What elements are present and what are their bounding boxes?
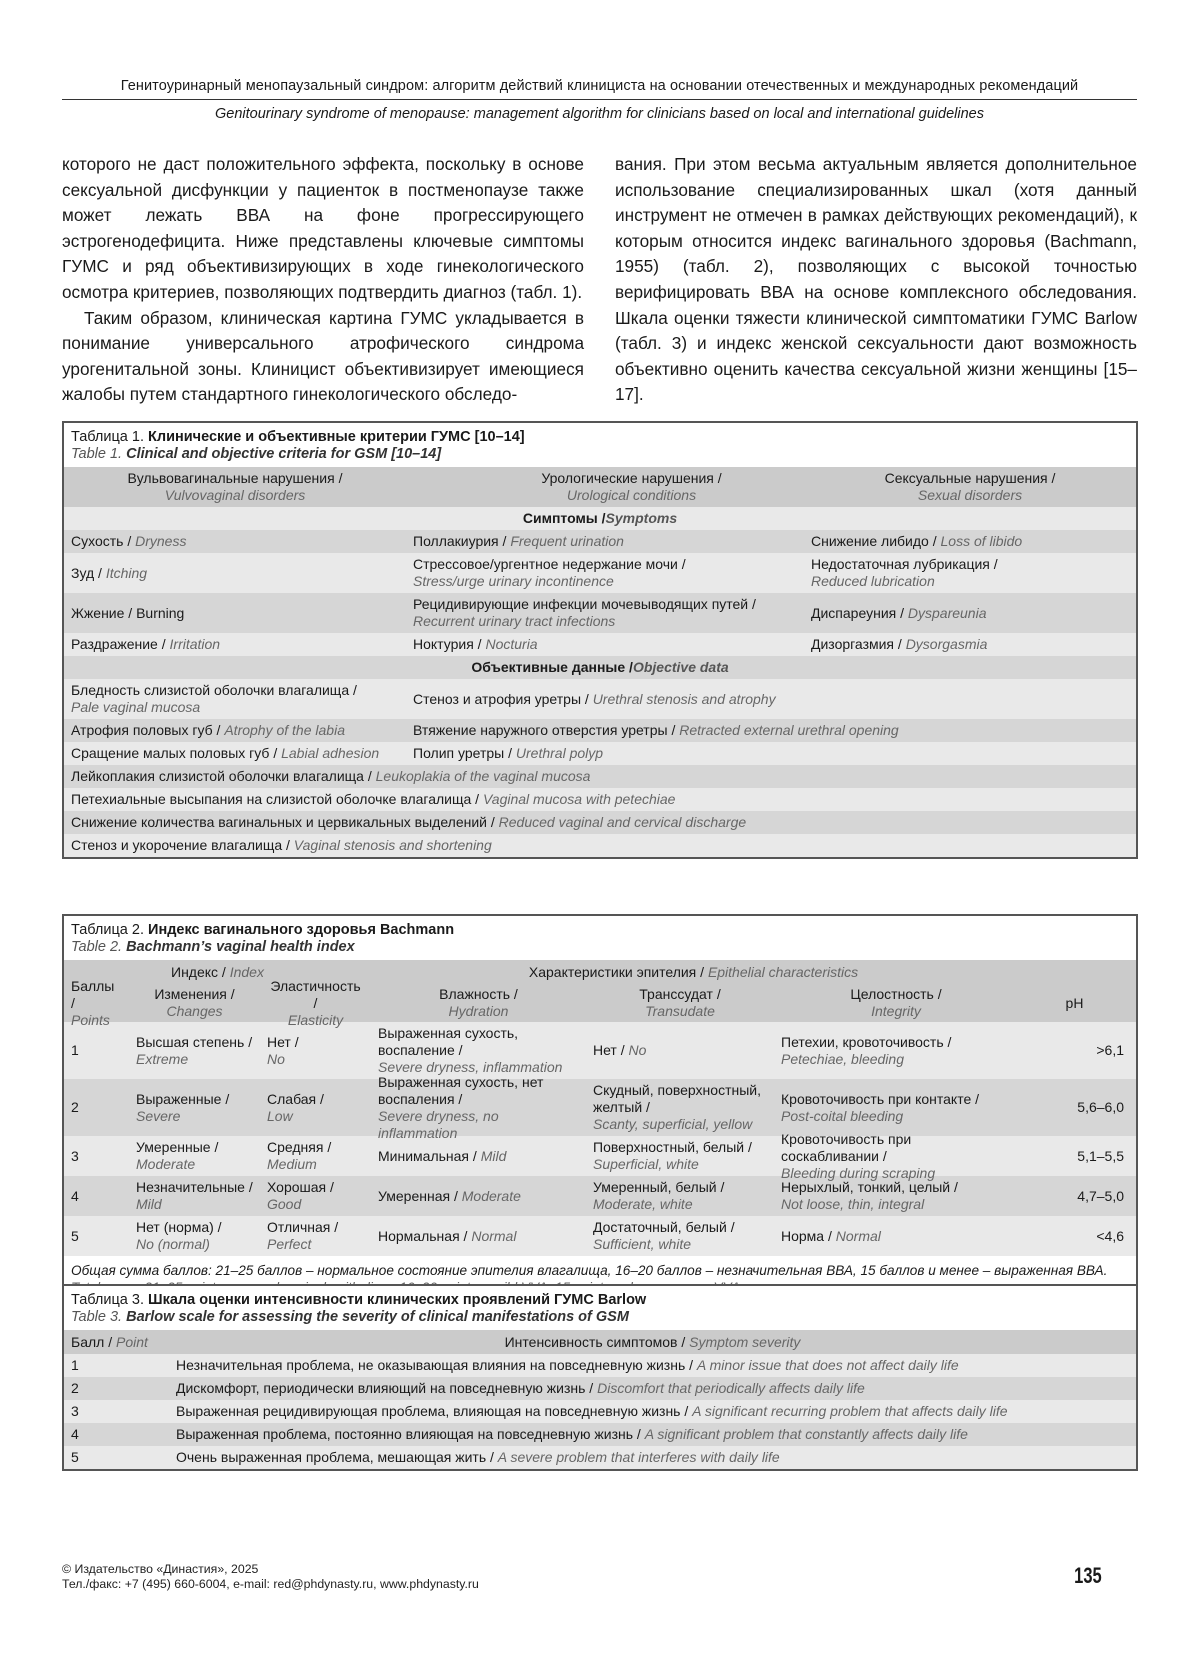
column-header: Вульвовагинальные нарушения / Vulvovaginal disorders xyxy=(127,470,343,503)
table-cell: Очень выраженная проблема, мешающая жить / A severe problem that interferes with daily life xyxy=(176,1449,780,1465)
body-column-left xyxy=(62,152,584,408)
table-cell: Минимальная / Mild xyxy=(378,1147,507,1164)
paragraph: Таким образом, клиническая картина ГУМС укладывается в понимание универсального атрофического синдрома урогенитальной зоны. Клиницист объективизирует имеющиеся жалобы путем стандартного гинекологического обследо- xyxy=(62,307,584,405)
table-cell: Стеноз и атрофия уретры / Urethral stenosis and atrophy xyxy=(413,690,776,707)
table-cell: Отличная / Perfect xyxy=(267,1219,339,1252)
section-row-symptoms: Симптомы / Symptoms xyxy=(64,507,1136,530)
caption-prefix: Таблица 1. xyxy=(71,429,149,445)
table-cell: Снижение либидо / Loss of libido xyxy=(811,533,1023,549)
table-cell: Стрессовое/ургентное недержание мочи / Stress/urge urinary incontinence xyxy=(413,556,686,589)
table-row xyxy=(64,633,1136,656)
table-cell: Скудный, поверхностный, желтый / Scanty, superficial, yellow xyxy=(593,1082,761,1132)
table-cell: Лейкоплакия слизистой оболочки влагалища / Leukoplakia of the vaginal mucosa xyxy=(71,768,591,784)
table-cell: Рецидивирующие инфекции мочевыводящих путей / Recurrent urinary tract infections xyxy=(413,596,756,629)
table-cell: 5,6–6,0 xyxy=(1077,1099,1124,1115)
table-cell: Жжение / Burning xyxy=(71,604,185,621)
table-cell: 5 xyxy=(71,1449,79,1465)
table-header-row xyxy=(64,1330,1136,1354)
table-cell: Норма / Normal xyxy=(781,1227,881,1244)
table-cell: 2 xyxy=(71,1099,79,1115)
table-group-header-row xyxy=(64,960,1136,984)
table-cell: Ноктурия / Nocturia xyxy=(413,636,538,652)
table-1 xyxy=(62,421,1138,859)
table-cell: Выраженные / Severe xyxy=(136,1090,230,1124)
table-cell: Поверхностный, белый / Superficial, white xyxy=(593,1139,752,1172)
table-cell: Снижение количества вагинальных и цервикальных выделений / Reduced vaginal and cervical discharge xyxy=(71,814,747,830)
table-cell: Петехиальные высыпания на слизистой оболочке влагалища / Vaginal mucosa with petechiae xyxy=(71,791,676,807)
table-cell: Атрофия половых губ / Atrophy of the labia xyxy=(71,722,345,738)
table-cell: Высшая степень / Extreme xyxy=(136,1033,253,1067)
table-cell: 4 xyxy=(71,1187,79,1204)
table-row xyxy=(64,1377,1136,1400)
table-cell: Выраженная сухость, нет воспаления / Severe dryness, no inflammation xyxy=(378,1073,544,1141)
table-cell: Кровоточивость при соскабливании / Bleeding during scraping xyxy=(781,1130,936,1181)
caption-title-ru: Индекс вагинального здоровья Bachmann xyxy=(148,922,455,938)
table-header-row xyxy=(64,467,1136,507)
table-cell: Недостаточная лубрикация / Reduced lubrication xyxy=(811,556,998,589)
table-cell: <4,6 xyxy=(1096,1227,1124,1244)
table-row xyxy=(64,1216,1136,1256)
table-cell: 1 xyxy=(71,1357,79,1373)
footer-contacts: Тел./факс: +7 (495) 660-6004, e-mail: red@phdynasty.ru, www.phdynasty.ru xyxy=(62,1577,479,1591)
table-row xyxy=(64,834,1136,857)
table-cell: Выраженная рецидивирующая проблема, влияющая на повседневную жизнь / A significant recurring problem that affects daily life xyxy=(176,1403,1008,1419)
caption-title-ru: Клинические и объективные критерии ГУМС [10–14] xyxy=(148,429,525,445)
table-header-row xyxy=(64,977,1136,1028)
table-row xyxy=(64,1423,1136,1446)
table-row xyxy=(64,719,1136,742)
footer-copyright: © Издательство «Династия», 2025 xyxy=(62,1562,259,1576)
table-cell: Выраженная сухость, воспаление / Severe dryness, inflammation xyxy=(378,1025,563,1075)
caption-title-en: Barlow scale for assessing the severity of clinical manifestations of GSM xyxy=(126,1309,629,1325)
column-header: Транссудат / Transudate xyxy=(639,986,721,1019)
table-row xyxy=(64,679,1136,719)
table-cell: Нерыхлый, тонкий, целый / Not loose, thin, integral xyxy=(781,1179,958,1212)
body-column-right xyxy=(615,152,1137,408)
table-cell: Поллакиурия / Frequent urination xyxy=(413,533,624,549)
table-row xyxy=(64,1073,1136,1141)
table-row xyxy=(64,788,1136,811)
table-cell: Сращение малых половых губ / Labial adhesion xyxy=(71,745,380,761)
caption-title-en: Clinical and objective criteria for GSM [10–14] xyxy=(126,446,442,462)
table-cell: Зуд / Itching xyxy=(71,564,148,581)
table-row xyxy=(64,1176,1136,1216)
table-cell: 5,1–5,5 xyxy=(1077,1147,1124,1164)
table-cell: 1 xyxy=(71,1042,79,1058)
caption-prefix: Таблица 2. xyxy=(71,922,149,938)
caption-title-en: Bachmann’s vaginal health index xyxy=(126,939,355,955)
table-cell: Диспареуния / Dyspareunia xyxy=(811,604,987,621)
table-row xyxy=(64,553,1136,593)
table-cell: Полип уретры / Urethral polyp xyxy=(413,745,604,761)
column-header: Целостность / Integrity xyxy=(850,986,942,1019)
table-cell: Дизоргазмия / Dysorgasmia xyxy=(811,636,988,652)
table-cell: Умеренная / Moderate xyxy=(378,1187,521,1204)
table-caption xyxy=(64,423,1136,467)
caption-prefix-en: Table 2. xyxy=(71,939,127,955)
group-header-index: Индекс / Index xyxy=(171,963,264,980)
running-head-en: Genitourinary syndrome of menopause: management algorithm for clinicians based on local and international guidelines xyxy=(215,106,984,122)
table-row xyxy=(64,1130,1136,1181)
table-cell: Сухость / Dryness xyxy=(71,533,187,549)
table-cell: Слабая / Low xyxy=(267,1090,324,1124)
table-row xyxy=(64,1354,1136,1377)
table-cell: Нет / No xyxy=(267,1033,299,1067)
table-3 xyxy=(62,1284,1138,1471)
table-row xyxy=(64,593,1136,633)
body-text xyxy=(62,152,1137,408)
table-row xyxy=(64,765,1136,788)
table-cell: Умеренный, белый / Moderate, white xyxy=(593,1179,725,1212)
table-cell: Дискомфорт, периодически влияющий на повседневную жизнь / Discomfort that periodically affects daily life xyxy=(176,1380,865,1396)
table-cell: Умеренные / Moderate xyxy=(136,1139,219,1172)
section-row-objective: Объективные данные / Objective data xyxy=(64,656,1136,679)
column-header: Изменения / Changes xyxy=(154,986,235,1019)
table-cell: Петехии, кровоточивость / Petechiae, bleeding xyxy=(781,1033,952,1067)
table-caption xyxy=(64,1286,1136,1330)
column-header: Урологические нарушения / Urological conditions xyxy=(541,470,722,503)
column-header: Балл / Point xyxy=(71,1333,148,1350)
table-cell: Нет (норма) / No (normal) xyxy=(136,1219,222,1252)
caption-title-ru: Шкала оценки интенсивности клинических проявлений ГУМС Barlow xyxy=(148,1292,647,1308)
caption-prefix: Таблица 3. xyxy=(71,1292,149,1308)
table-cell: Стеноз и укорочение влагалища / Vaginal stenosis and shortening xyxy=(71,837,492,853)
table-cell: 5 xyxy=(71,1227,79,1244)
table-row xyxy=(64,1446,1136,1469)
table-cell: 4 xyxy=(71,1426,79,1442)
column-header: Интенсивность симптомов / Symptom severity xyxy=(504,1333,801,1350)
table-cell: >6,1 xyxy=(1096,1042,1124,1058)
table-note-ru: Общая сумма баллов: 21–25 баллов – нормальное состояние эпителия влагалища, 16–20 баллов – незначительная ВВА, 15 баллов и менее – выраженная ВВА. xyxy=(71,1263,1108,1278)
column-header: Эластичность / Elasticity xyxy=(270,977,361,1028)
column-header: Баллы / Points xyxy=(71,977,115,1028)
caption-prefix-en: Table 3. xyxy=(71,1309,127,1325)
running-head xyxy=(62,78,1137,122)
table-cell: Нет / No xyxy=(593,1042,647,1058)
table-cell: Средняя / Medium xyxy=(267,1139,332,1172)
column-header: pH xyxy=(1065,994,1084,1011)
table-cell: Хорошая / Good xyxy=(267,1179,334,1212)
table-cell: Незначительные / Mild xyxy=(136,1179,253,1212)
table-cell: Достаточный, белый / Sufficient, white xyxy=(593,1219,735,1252)
paragraph: которого не даст положительного эффекта, поскольку в основе сексуальной дисфункции у пациенток в постменопаузе также может лежать ВВА на фоне прогрессирующего эстрогенодефицита. Ниже представлены ключевые симптомы ГУМС и ряд объективизирующих в ходе гинекологического осмотра критериев, позволяющих подтвердить диагноз (табл. 1). xyxy=(62,154,584,302)
table-row xyxy=(64,811,1136,834)
table-cell: Раздражение / Irritation xyxy=(71,636,221,652)
column-header: Влажность / Hydration xyxy=(439,986,518,1019)
table-cell: Незначительная проблема, не оказывающая влияния на повседневную жизнь / A minor issue that does not affect daily life xyxy=(176,1357,959,1373)
table-cell: 3 xyxy=(71,1403,79,1419)
table-cell: 4,7–5,0 xyxy=(1077,1187,1124,1204)
table-cell: Нормальная / Normal xyxy=(378,1227,517,1244)
table-row xyxy=(64,530,1136,553)
group-header-epithelial: Характеристики эпителия / Epithelial characteristics xyxy=(528,963,859,980)
table-row xyxy=(64,742,1136,765)
table-2 xyxy=(62,914,1138,1303)
table-caption xyxy=(64,916,1136,960)
table-cell: Выраженная проблема, постоянно влияющая на повседневную жизнь / A significant problem that constantly affects daily life xyxy=(176,1426,968,1442)
table-cell: 3 xyxy=(71,1147,79,1164)
table-row xyxy=(64,1022,1136,1079)
table-row xyxy=(64,1400,1136,1423)
column-header: Сексуальные нарушения / Sexual disorders xyxy=(884,470,1056,503)
table-cell: Бледность слизистой оболочки влагалища / Pale vaginal mucosa xyxy=(71,682,357,715)
table-cell: 2 xyxy=(71,1380,79,1396)
paragraph: вания. При этом весьма актуальным является дополнительное использование специализированных шкал (хотя данный инструмент не отмечен в рамках действующих рекомендаций), к которым относится индекс вагинального здоровья (Bachmann, 1955) (табл. 2), позволяющих с высокой точностью верифицировать ВВА на основе комплексного обследования. Шкала оценки тяжести клинической симптоматики ГУМС Barlow (табл. 3) и индекс женской сексуальности дают возможность объективно оценить качества сексуальной жизни женщины [15–17]. xyxy=(615,154,1137,405)
page-number: 135 xyxy=(1074,1563,1102,1588)
caption-prefix-en: Table 1. xyxy=(71,446,127,462)
page-footer xyxy=(62,1562,479,1592)
table-cell: Втяжение наружного отверстия уретры / Retracted external urethral opening xyxy=(413,722,899,738)
running-head-ru: Генитоуринарный менопаузальный синдром: алгоритм действий клинициста на основании отечественных и международных рекомендаций xyxy=(62,78,1137,100)
table-cell: Кровоточивость при контакте / Post-coital bleeding xyxy=(781,1090,980,1124)
